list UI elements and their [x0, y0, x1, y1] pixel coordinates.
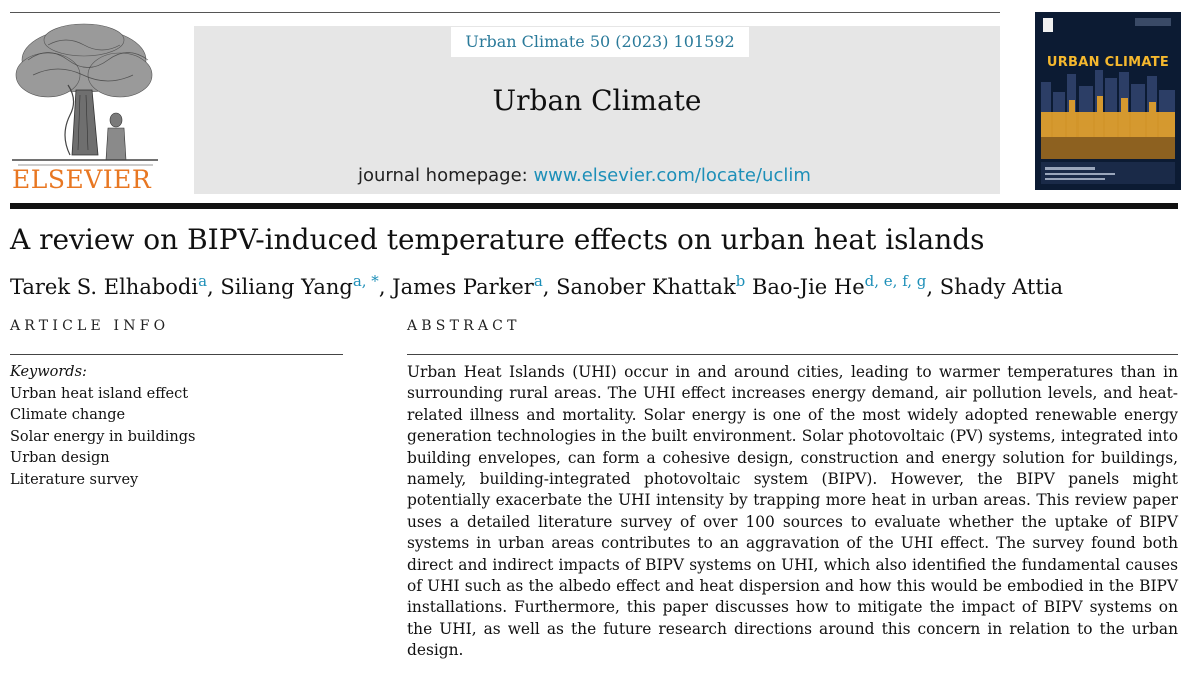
cover-title: URBAN CLIMATE — [1046, 55, 1170, 70]
article-info-rule — [10, 354, 343, 355]
journal-homepage — [358, 165, 811, 186]
author-separator: , — [207, 275, 221, 299]
journal-title: Urban Climate — [492, 84, 702, 117]
author-name[interactable]: Shady Attia — [939, 275, 1064, 299]
author-name[interactable]: James Parker — [392, 275, 534, 299]
homepage-label: journal homepage: — [358, 165, 534, 186]
article-title: A review on BIPV-induced temperature effects on urban heat islands — [10, 223, 985, 256]
author-affiliation[interactable]: a — [533, 272, 543, 290]
publisher-name: ELSEVIER — [12, 165, 152, 194]
journal-cover[interactable] — [1035, 12, 1181, 190]
keyword-item: Climate change — [10, 407, 126, 423]
author-separator: , — [926, 275, 940, 299]
abstract-heading: ABSTRACT — [407, 318, 521, 334]
keyword-item: Literature survey — [10, 471, 139, 488]
article-info-heading: ARTICLE INFO — [10, 318, 170, 334]
keyword-item: Urban design — [10, 450, 110, 466]
title-rule — [10, 203, 1178, 209]
top-rule — [10, 12, 1000, 13]
author-affiliation[interactable]: b — [735, 272, 746, 290]
homepage-link[interactable]: www.elsevier.com/locate/uclim — [533, 165, 811, 186]
author-name[interactable]: Siliang Yang — [220, 275, 353, 299]
author-name[interactable]: Tarek S. Elhabodi — [10, 275, 199, 299]
keyword-item: Solar energy in buildings — [10, 428, 196, 445]
author-affiliation[interactable]: a, * — [352, 272, 379, 290]
author-separator: , — [542, 275, 557, 299]
abstract-text: Urban Heat Islands (UHI) occur in and around cities, leading to warmer temperatures than in surrounding rural areas. The UHI effect increases energy demand, air pollution levels, and heat-related illness and mortality. Solar energy is one of the most widely adopted renewable energy generation technologies in the built environment. Solar photovoltaic (PV) systems, integrated into building envelopes, can form a cohesive design, construction and energy solution for buildings, namely, building-integrated photovoltaic system (BIPV). However, the BIPV panels might potentially exacerbate the UHI intensity by trapping more heat in urban areas. This review paper uses a detailed literature survey of over 100 sources to evaluate whether the uptake of BIPV systems in urban areas contributes to an aggravation of the UHI effect. The survey found both direct and indirect impacts of BIPV systems on UHI, which also identified the fundamental causes of UHI such as the albedo effect and heat dispersion and how this would be embodied in the BIPV installations. Furthermore, this paper discusses how to mitigate the impact of BIPV systems on the UHI, as well as the future research directions around this concern in relation to the urban design. — [407, 363, 1178, 660]
author-name[interactable]: Bao-Jie He — [751, 275, 865, 299]
abstract-rule — [407, 354, 1178, 355]
author-affiliation[interactable]: d, e, f, g — [864, 272, 927, 290]
author-separator: , — [378, 275, 393, 299]
author-affiliation[interactable]: a — [198, 272, 208, 290]
keyword-item: Urban heat island effect — [10, 385, 189, 402]
keywords-label: Keywords: — [10, 364, 87, 380]
author-name[interactable]: Sanober Khattak — [556, 275, 736, 299]
cover-skyline-icon — [1035, 12, 1181, 190]
citation-link[interactable]: Urban Climate 50 (2023) 101592 — [451, 27, 749, 57]
keywords-panel — [10, 362, 195, 491]
author-list — [10, 272, 1064, 299]
tree-logo-icon — [8, 20, 160, 170]
author-separator — [745, 275, 752, 299]
